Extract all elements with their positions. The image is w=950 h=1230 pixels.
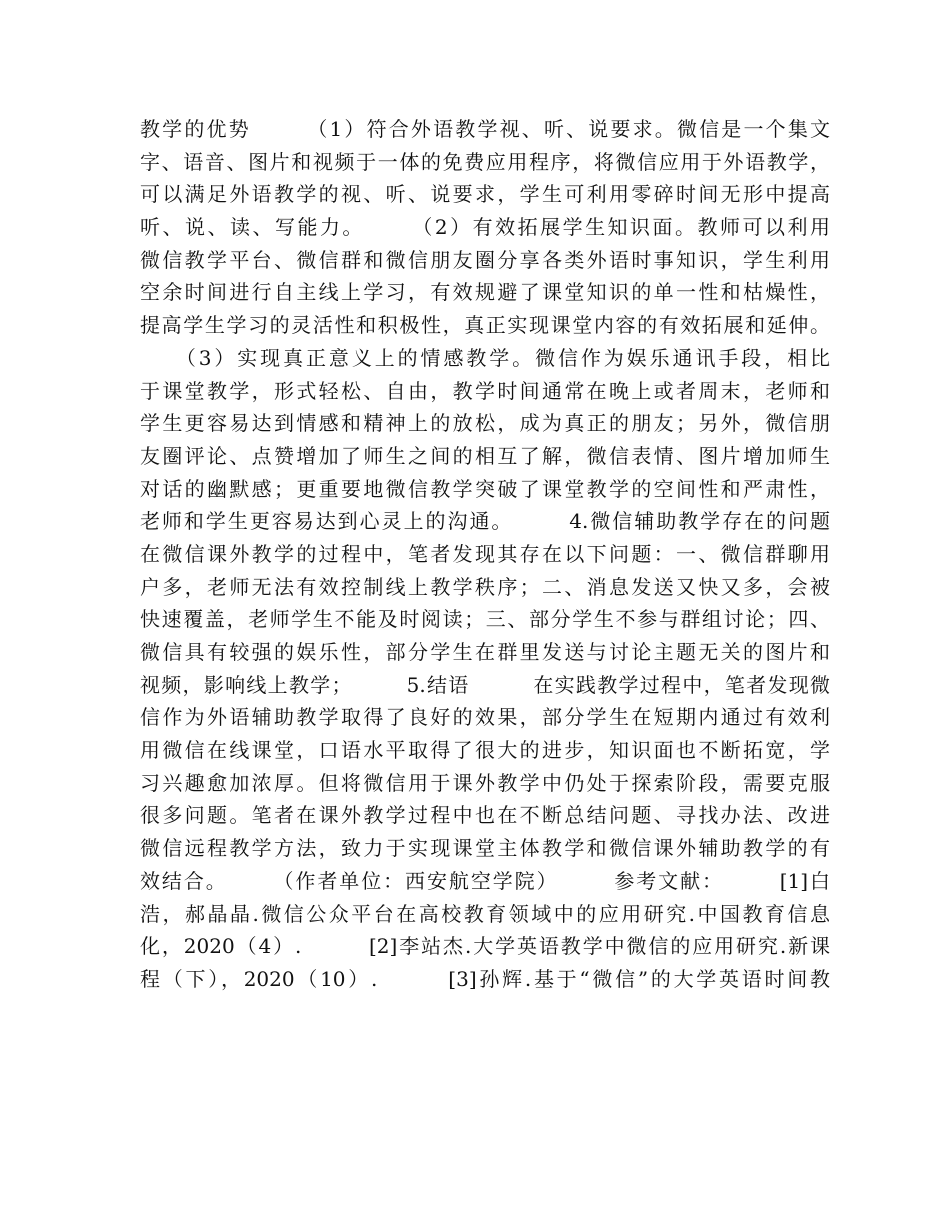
text-line: 老师和学生更容易达到心灵上的沟通。 4.微信辅助教学存在的问题 [140,509,830,534]
text-line: 可以满足外语教学的视、听、说要求，学生可利用零碎时间无形中提高 [140,182,830,207]
text-line: 微信远程教学方法，致力于实现课堂主体教学和微信课外辅助教学的有 [140,836,830,861]
text-line: 空余时间进行自主线上学习，有效规避了课堂知识的单一性和枯燥性， [140,280,830,305]
text-line: 在微信课外教学的过程中，笔者发现其存在以下问题：一、微信群聊用 [140,541,830,566]
text-line: 用微信在线课堂，口语水平取得了很大的进步，知识面也不断拓宽，学 [140,738,830,763]
text-line: 于课堂教学，形式轻松、自由，教学时间通常在晚上或者周末，老师和 [140,378,830,403]
text-line: 习兴趣愈加浓厚。但将微信用于课外教学中仍处于探索阶段，需要克服 [140,770,830,795]
text-line: 对话的幽默感；更重要地微信教学突破了课堂教学的空间性和严肃性， [140,476,830,501]
text-line: 教学的优势 （1）符合外语教学视、听、说要求。微信是一个集文 [140,117,830,141]
text-line: 化，2020（4）. [2]李站杰.大学英语教学中微信的应用研究.新课 [140,934,830,959]
text-line: 效结合。 （作者单位：西安航空学院） 参考文献： [1]白 [140,868,830,893]
text-line: 字、语音、图片和视频于一体的免费应用程序，将微信应用于外语教学， [140,149,830,174]
text-line: 微信具有较强的娱乐性，部分学生在群里发送与讨论主题无关的图片和 [140,640,830,664]
text-line: 学生更容易达到情感和精神上的放松，成为真正的朋友；另外，微信朋 [140,411,830,436]
text-line: （3）实现真正意义上的情感教学。微信作为娱乐通讯手段，相比 [140,345,830,370]
text-line: 视频，影响线上教学； 5.结语 在实践教学过程中，笔者发现微 [140,672,830,697]
text-line: 程（下），2020（10）. [3]孙辉.基于“微信”的大学英语时间教 [140,966,830,991]
text-line: 很多问题。笔者在课外教学过程中也在不断总结问题、寻找办法、改进 [140,803,830,828]
text-line: 浩，郝晶晶.微信公众平台在高校教育领域中的应用研究.中国教育信息 [140,901,830,926]
text-line: 快速覆盖，老师学生不能及时阅读；三、部分学生不参与群组讨论；四、 [140,607,830,632]
text-line: 信作为外语辅助教学取得了良好的效果，部分学生在短期内通过有效利 [140,705,830,730]
text-line: 微信教学平台、微信群和微信朋友圈分享各类外语时事知识，学生利用 [140,247,830,272]
text-line: 户多，老师无法有效控制线上教学秩序；二、消息发送又快又多，会被 [140,574,830,599]
text-line: 友圈评论、点赞增加了师生之间的相互了解，微信表情、图片增加师生 [140,443,830,468]
text-line: 提高学生学习的灵活性和积极性，真正实现课堂内容的有效拓展和延伸。 [140,313,830,338]
body-text [140,113,830,996]
text-line: 听、说、读、写能力。 （2）有效拓展学生知识面。教师可以利用 [140,215,830,240]
